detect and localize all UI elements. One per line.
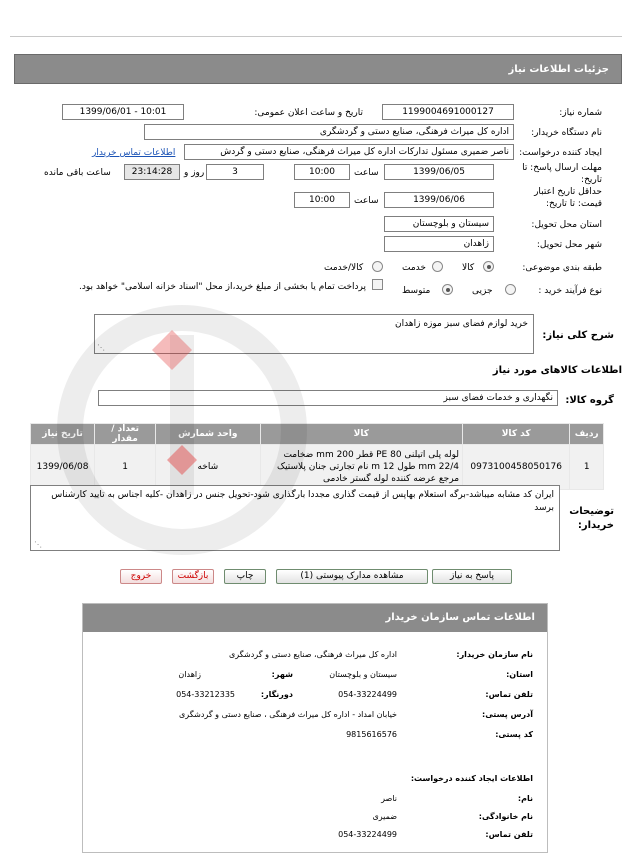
row-unit: شاخه xyxy=(156,445,260,490)
attachments-button[interactable]: مشاهده مدارک پیوستی (1) xyxy=(276,569,428,584)
col-row: ردیف xyxy=(570,424,604,445)
contact-province: سیستان و بلوچستان xyxy=(329,670,397,679)
print-button[interactable]: چاپ xyxy=(224,569,266,584)
summary-label: شرح کلی نیاز: xyxy=(542,330,614,341)
exit-button[interactable]: خروج xyxy=(120,569,162,584)
row-name: لوله پلی اتیلنی PE 80 قطر mm 200 ضخامت mm 22/4 طول m 12 نام تجارتی جنان پلاستیک مرجع عرضه کننده لوله گستر خادمی xyxy=(260,445,462,490)
creator-field[interactable]: ناصر ضمیری مسئول تداركات اداره کل میراث فرهنگی، صنایع دستی و گردش xyxy=(184,144,514,160)
col-date: تاریخ نیاز xyxy=(31,424,95,445)
col-qty: تعداد / مقدار xyxy=(95,424,156,445)
process-radio-minor[interactable] xyxy=(505,284,516,295)
days-remaining-field[interactable]: 3 xyxy=(206,164,264,180)
contact-org-label: نام سازمان خریدار: xyxy=(456,650,533,659)
creator-label: ایجاد کننده درخواست: xyxy=(519,148,602,158)
days-label: روز و xyxy=(184,168,205,178)
category-radio-goods-service[interactable] xyxy=(372,261,383,272)
treasury-payment-checkbox[interactable] xyxy=(372,279,383,290)
items-table xyxy=(30,423,604,490)
announce-field[interactable]: 1399/06/01 - 10:01 xyxy=(62,104,184,120)
contact-postal: 9815616576 xyxy=(346,730,397,739)
contact-address: خیابان امداد - اداره کل میراث فرهنگی ، صنایع دستی و گردشگری xyxy=(179,710,397,719)
creator-phone-label: تلفن تماس: xyxy=(485,830,533,839)
contact-fax-label: دورنگار: xyxy=(260,690,293,699)
need-number-field[interactable]: 1199004691000127 xyxy=(382,104,514,120)
col-name: کالا xyxy=(260,424,462,445)
buyer-notes-label: توضیحات خریدار: xyxy=(569,506,614,531)
row-code: 0973100458050176 xyxy=(463,445,570,490)
creator-last-name: ضمیری xyxy=(372,812,397,821)
deadline-time-label: ساعت xyxy=(354,168,379,178)
validity-time-label: ساعت xyxy=(354,196,379,206)
category-radio-goods[interactable] xyxy=(483,261,494,272)
creator-section-title: اطلاعات ایجاد کننده درخواست: xyxy=(410,774,533,783)
panel-title: جزئیات اطلاعات نیاز xyxy=(508,64,609,75)
creator-first-name-label: نام: xyxy=(517,794,533,803)
buyer-contact-panel xyxy=(82,603,548,853)
announce-label: تاریخ و ساعت اعلان عمومی: xyxy=(254,108,363,118)
row-qty: 1 xyxy=(95,445,156,490)
category-option-goods-service: کالا/خدمت xyxy=(324,263,364,273)
contact-title: اطلاعات تماس سازمان خریدار xyxy=(385,612,535,623)
contact-fax: 054-33212335 xyxy=(176,690,235,699)
resize-grip-icon[interactable]: ⋰ xyxy=(97,343,105,352)
contact-panel-header xyxy=(83,604,547,632)
deadline-label: مهلت ارسال پاسخ: تا تاریخ: xyxy=(522,163,602,185)
buyer-contact-link[interactable]: اطلاعات تماس خریدار xyxy=(92,148,176,158)
contact-city: زاهدان xyxy=(178,670,201,679)
summary-field[interactable] xyxy=(94,314,534,354)
goods-info-title: اطلاعات کالاهای مورد نیاز xyxy=(492,365,622,376)
contact-city-label: شهر: xyxy=(271,670,293,679)
need-number-label: شماره نیاز: xyxy=(559,108,602,118)
validity-time-field[interactable]: 10:00 xyxy=(294,192,350,208)
items-table-header xyxy=(31,424,604,445)
row-number: 1 xyxy=(570,445,604,490)
buyer-notes-field[interactable] xyxy=(30,485,560,551)
goods-group-field[interactable]: نگهداری و خدمات فضای سبز xyxy=(98,390,558,406)
creator-phone: 054-33224499 xyxy=(338,830,397,839)
buyer-notes-text: ایران کد مشابه میباشد-برگه استعلام بهاپس از قیمت گذاری مجددا بارگذاری شود-تحویل جنس در زاهدان -کلیه اجناس به تایید کارشناس برسد xyxy=(51,490,554,513)
validity-label: حداقل تاریخ اعتبار قیمت: تا تاریخ: xyxy=(534,187,602,209)
reply-button[interactable]: پاسخ به نیاز xyxy=(432,569,512,584)
contact-province-label: استان: xyxy=(506,670,533,679)
remaining-time-field: 23:14:28 xyxy=(124,164,180,180)
category-option-goods: کالا xyxy=(462,263,475,273)
process-label: نوع فرآیند خرید : xyxy=(538,286,602,296)
summary-text: خرید لوازم فضای سبز موزه زاهدان xyxy=(395,319,528,329)
deadline-time-field[interactable]: 10:00 xyxy=(294,164,350,180)
table-row[interactable] xyxy=(31,445,604,490)
row-date: 1399/06/08 xyxy=(31,445,95,490)
category-radio-service[interactable] xyxy=(432,261,443,272)
col-unit: واحد شمارش xyxy=(156,424,260,445)
resize-grip-icon[interactable]: ⋰ xyxy=(34,540,42,549)
buyer-org-field[interactable]: اداره کل میراث فرهنگی، صنایع دستی و گردشگری xyxy=(144,124,514,140)
creator-last-name-label: نام خانوادگی: xyxy=(478,812,533,821)
contact-phone: 054-33224499 xyxy=(338,690,397,699)
city-label: شهر محل تحویل: xyxy=(536,240,602,250)
process-option-medium: متوسط xyxy=(402,286,431,296)
contact-phone-label: تلفن تماس: xyxy=(485,690,533,699)
buyer-org-label: نام دستگاه خریدار: xyxy=(531,128,602,138)
validity-date-field[interactable]: 1399/06/06 xyxy=(384,192,494,208)
contact-postal-label: کد پستی: xyxy=(495,730,533,739)
category-option-service: خدمت xyxy=(402,263,426,273)
back-button[interactable]: بازگشت xyxy=(172,569,214,584)
creator-first-name: ناصر xyxy=(381,794,397,803)
top-divider xyxy=(10,36,622,37)
process-option-minor: جزیی xyxy=(472,286,493,296)
details-panel-header xyxy=(14,54,622,84)
deadline-date-field[interactable]: 1399/06/05 xyxy=(384,164,494,180)
contact-address-label: آدرس پستی: xyxy=(482,710,533,719)
goods-group-label: گروه کالا: xyxy=(565,395,614,406)
category-label: طبقه بندی موضوعی: xyxy=(522,263,602,273)
province-label: استان محل تحویل: xyxy=(531,220,602,230)
remaining-label: ساعت باقی مانده xyxy=(44,168,111,178)
province-field[interactable]: سیستان و بلوچستان xyxy=(384,216,494,232)
treasury-payment-note: پرداخت تمام یا بخشی از مبلغ خرید،از محل "اسناد خزانه اسلامی" خواهد بود. xyxy=(78,282,366,292)
process-radio-medium[interactable] xyxy=(442,284,453,295)
col-code: کد کالا xyxy=(463,424,570,445)
city-field[interactable]: زاهدان xyxy=(384,236,494,252)
contact-org: اداره کل میراث فرهنگی، صنایع دستی و گردشگری xyxy=(228,650,397,659)
